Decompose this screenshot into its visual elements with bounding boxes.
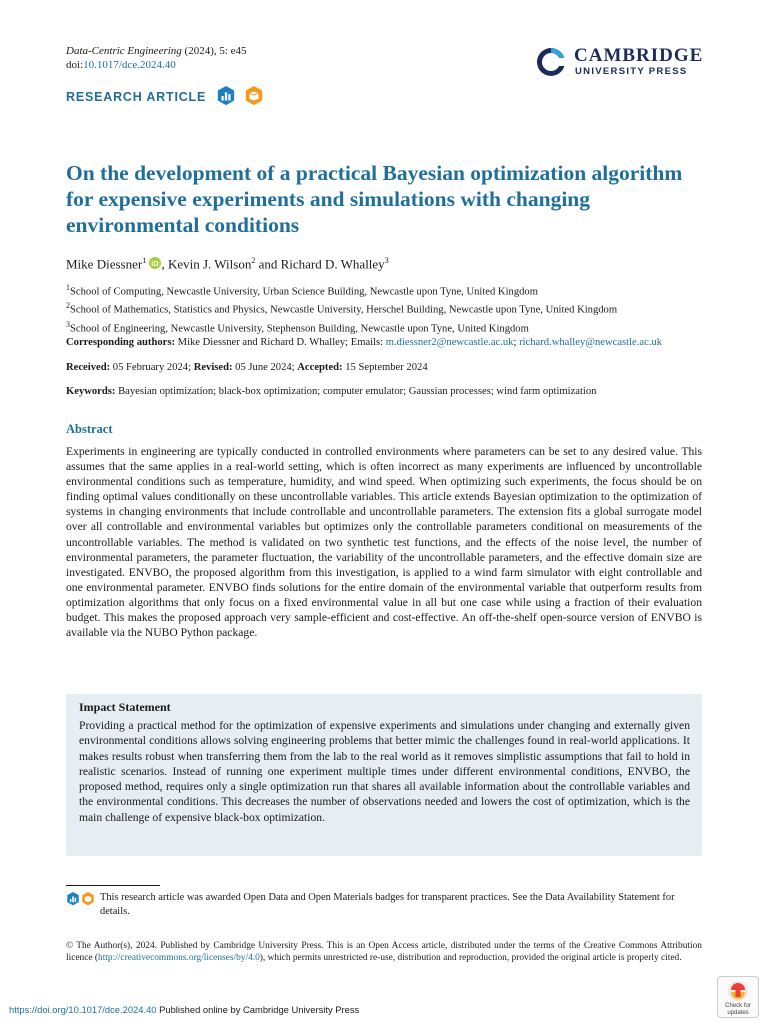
doi-prefix: doi: [66,59,84,71]
keywords: Keywords: Bayesian optimization; black-box optimization; computer emulator; Gaussian processes; wind farm optimization [66,386,597,397]
abstract-text: Experiments in engineering are typically conducted in controlled environments where parameters can be set to any desired value. This assumes that the same applies in a real-world setting, which is often incorrect as many experiments are influenced by uncontrollable environmental conditions such as temperature, humidity, and wind speed. When optimizing such experiments, the focus should be on finding optimal values conditionally on these uncontrollable variables. This article extends Bayesian optimization to the optimization of systems in changing environments that include controllable and uncontrollable parameters. The extension fits a global surrogate model over all controllable and environmental variables but optimizes only the controllable parameters conditional on measurements of the uncontrollable variables. The method is validated on two synthetic test functions, and the effects of the noise level, the number of environmental parameters, the parameter fluctuation, the variability of the uncontrollable parameters, and the effective domain size are investigated. ENVBO, the proposed algorithm from this investigation, is applied to a wind farm simulator with eight controllable and one environmental parameter. ENVBO finds solutions for the entire domain of the environmental variable that outperform results from optimization algorithms that only focus on a fixed environmental value in all but one case while using a fraction of their evaluation budget. This makes the proposed approach very sample-efficient and cost-effective. An off-the-shelf open-source version of ENVBO is available via the NUBO Python package. [66,445,702,640]
check-for-updates-button[interactable] [717,976,759,1018]
orcid-icon[interactable] [149,257,161,269]
impact-text: Providing a practical method for the optimization of expensive experiments and simulations under changing and externally given environmental conditions allows solving engineering problems that better mimic the challenges found in real-world applications. It makes results robust when transferring them from the lab to the real world as it removes simplistic assumptions that fail to hold in realistic scenarios. Instead of running one experiment multiple times under different environmental conditions, ENVBO, the proposed method, requires only a single optimization run that shares all available information about the controllable variables and the environmental conditions. This decreases the number of observations needed and lowers the cost of optimization, which is the main challenge of expensive black-box optimization. [79,719,690,824]
license-link[interactable]: http://creativecommons.org/licenses/by/4.0 [98,953,260,964]
author-3-affil: 3 [384,256,389,265]
publisher-name: CAMBRIDGE [574,45,704,66]
crossmark-icon [727,980,749,1002]
abstract-heading: Abstract [66,422,113,436]
affiliations [66,281,706,350]
cambridge-shield-icon [534,44,568,80]
svg-text:iD: iD [151,259,160,269]
author-list [66,256,389,272]
doi-link[interactable]: 10.1017/dce.2024.40 [83,59,176,71]
journal-citation [66,44,247,72]
impact-statement-box [66,694,702,856]
affiliation-item: $^2$School of Mathematics, Statistics and Physics, Newcastle University, Herschel Building, Newcastle upon Tyne, United Kingdom [66,301,618,316]
open-materials-badge-icon[interactable] [244,86,264,106]
journal-name: Data-Centric Engineering [66,45,182,57]
license-statement: © The Author(s), 2024. Published by Cambridge University Press. This is an Open Access article, distributed under the terms of the Creative Commons Attribution licence (http://creativecommons.org/licenses/by/4.0), which permits unrestricted re-use, distribution and reproduction, provided the original article is properly cited. [66,941,702,964]
affiliation-item: $^1$School of Computing, Newcastle University, Urban Science Building, Newcastle upon Tyne, United Kingdom [66,283,538,298]
affiliation-item: $^3$School of Engineering, Newcastle University, Stephenson Building, Newcastle upon Tyne, United Kingdom [66,319,529,335]
open-science-badges [216,86,266,108]
author-3[interactable]: and Richard D. Whalley [255,256,385,272]
page-footer: https://doi.org/10.1017/dce.2024.40 Published online by Cambridge University Press [9,1004,360,1015]
open-materials-badge-icon [81,892,95,906]
publisher-subname: UNIVERSITY PRESS [575,66,688,77]
cambridge-logo[interactable] [534,44,714,80]
author-1[interactable]: Mike Diessner [66,256,143,272]
author-2-affil: 2 [251,256,256,265]
article-type [66,90,206,104]
email-link-1[interactable]: m.diessner2@newcastle.ac.uk [385,336,514,348]
impact-heading: Impact Statement [79,700,171,714]
author-1-affil: 1 [142,256,147,265]
check-for-updates-label: Check for updates [725,1003,751,1016]
open-data-badge-icon [66,892,80,906]
footnote-divider [66,885,160,886]
footer-doi-link[interactable]: https://doi.org/10.1017/dce.2024.40 [9,1004,157,1015]
author-2[interactable]: , Kevin J. Wilson [161,256,252,272]
article-dates: Received: 05 February 2024; Revised: 05 June 2024; Accepted: 15 September 2024 [66,362,428,373]
email-link-2[interactable]: richard.whalley@newcastle.ac.uk [519,336,663,348]
open-data-badge-icon[interactable] [216,86,236,106]
corresponding-authors: Corresponding authors: Mike Diessner and Richard D. Whalley; Emails: m.diessner2@newcastle.ac.uk; richard.whalley@newcastle.ac.uk [66,336,663,348]
badge-footnote: This research article was awarded Open Data and Open Materials badges for transparent practices. See the Data Availability Statement for details. [100,892,675,917]
article-title: On the development of a practical Bayesian optimization algorithm for expensive experiments and simulations with changing environmental conditions [66,161,683,237]
journal-volume: (2024), 5: e45 [181,45,247,57]
article-type-label: RESEARCH ARTICLE [66,90,207,104]
